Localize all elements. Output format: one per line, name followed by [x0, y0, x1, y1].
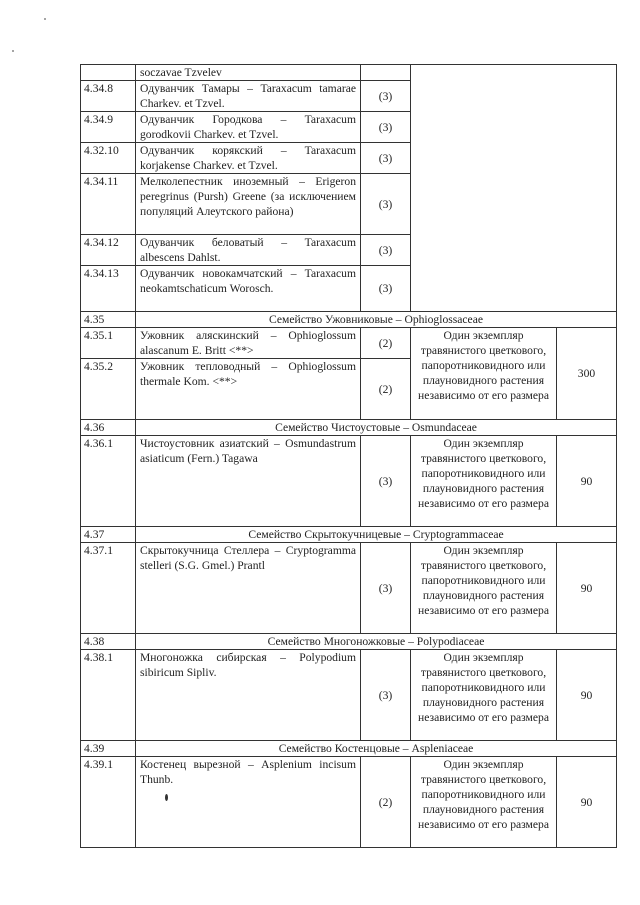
category-code: (3) — [361, 436, 411, 527]
species-name: Одуванчик новокамчатский – Taraxacum neokamtschaticum Worosch. — [136, 266, 361, 312]
category-code: (2) — [361, 757, 411, 848]
category-code: (3) — [361, 543, 411, 634]
measure-unit: Один экземпляр травянистого цветкового, папоротниковидного или плауновидного растения независимо от его размера — [411, 328, 557, 420]
row-number — [81, 65, 136, 81]
row-number: 4.35 — [81, 312, 136, 328]
species-name: Одуванчик Городкова – Taraxacum gorodkovii Charkev. et Tzvel. — [136, 112, 361, 143]
family-row — [81, 420, 617, 436]
row-number: 4.35.2 — [81, 359, 136, 420]
scan-speck — [12, 50, 14, 52]
family-row — [81, 634, 617, 650]
fee-amount: 90 — [557, 650, 617, 741]
row-number: 4.39 — [81, 741, 136, 757]
species-name: soczavae Tzvelev — [136, 65, 361, 81]
fee-amount: 90 — [557, 757, 617, 848]
family-row — [81, 741, 617, 757]
row-number: 4.37 — [81, 527, 136, 543]
species-name: Ужовник аляскинский – Ophioglossum alascanum E. Britt <**> — [136, 328, 361, 359]
scan-speck — [44, 18, 46, 20]
category-code: (3) — [361, 81, 411, 112]
category-code: (3) — [361, 235, 411, 266]
row-number: 4.38 — [81, 634, 136, 650]
row-number: 4.39.1 — [81, 757, 136, 848]
family-name: Семейство Ужовниковые – Ophioglossaceae — [136, 312, 617, 328]
species-name: Скрытокучница Стеллера – Cryptogramma stelleri (S.G. Gmel.) Prantl — [136, 543, 361, 634]
row-number: 4.37.1 — [81, 543, 136, 634]
fee-amount: 90 — [557, 436, 617, 527]
ink-dot — [165, 794, 168, 801]
row-number: 4.36 — [81, 420, 136, 436]
row-number: 4.38.1 — [81, 650, 136, 741]
species-row — [81, 650, 617, 741]
species-row — [81, 328, 617, 359]
row-number: 4.34.13 — [81, 266, 136, 312]
measure-unit: Один экземпляр травянистого цветкового, папоротниковидного или плауновидного растения независимо от его размера — [411, 543, 557, 634]
species-name: Одуванчик корякский – Taraxacum korjakense Charkev. et Tzvel. — [136, 143, 361, 174]
species-name: Костенец вырезной – Asplenium incisum Thunb. — [136, 757, 361, 848]
table-body — [81, 65, 617, 848]
row-number: 4.36.1 — [81, 436, 136, 527]
fee-amount: 300 — [557, 328, 617, 420]
species-row — [81, 436, 617, 527]
species-row — [81, 543, 617, 634]
measure-unit: Один экземпляр травянистого цветкового, папоротниковидного или плауновидного растения независимо от его размера — [411, 650, 557, 741]
family-name: Семейство Многоножковые – Polypodiaceae — [136, 634, 617, 650]
fee-amount: 90 — [557, 543, 617, 634]
category-code: (2) — [361, 359, 411, 420]
species-name: Мелколепестник иноземный – Erigeron peregrinus (Pursh) Greene (за исключением популяций Алеутского района) — [136, 174, 361, 235]
species-name: Одуванчик беловатый – Taraxacum albescens Dahlst. — [136, 235, 361, 266]
blank-measure-cell — [411, 65, 617, 312]
measure-unit: Один экземпляр травянистого цветкового, папоротниковидного или плауновидного растения независимо от его размера — [411, 436, 557, 527]
family-name: Семейство Чистоустовые – Osmundaceae — [136, 420, 617, 436]
family-row — [81, 312, 617, 328]
category-code: (2) — [361, 328, 411, 359]
category-code: (3) — [361, 650, 411, 741]
species-row — [81, 65, 617, 81]
row-number: 4.34.12 — [81, 235, 136, 266]
species-name: Одуванчик Тамары – Taraxacum tamarae Charkev. et Tzvel. — [136, 81, 361, 112]
species-name: Многоножка сибирская – Polypodium sibiricum Sipliv. — [136, 650, 361, 741]
species-name: Ужовник тепловодный – Ophioglossum thermale Kom. <**> — [136, 359, 361, 420]
row-number: 4.35.1 — [81, 328, 136, 359]
family-name: Семейство Скрытокучницевые – Cryptogrammaceae — [136, 527, 617, 543]
document-page — [80, 64, 616, 848]
category-code: (3) — [361, 174, 411, 235]
row-number: 4.34.9 — [81, 112, 136, 143]
row-number: 4.34.8 — [81, 81, 136, 112]
species-row — [81, 757, 617, 848]
species-name: Чистоустовник азиатский – Osmundastrum asiaticum (Fern.) Tagawa — [136, 436, 361, 527]
row-number: 4.32.10 — [81, 143, 136, 174]
species-fee-table — [80, 64, 617, 848]
category-code: (3) — [361, 112, 411, 143]
row-number: 4.34.11 — [81, 174, 136, 235]
family-name: Семейство Костенцовые – Aspleniaceae — [136, 741, 617, 757]
category-code: (3) — [361, 266, 411, 312]
family-row — [81, 527, 617, 543]
category-code — [361, 65, 411, 81]
category-code: (3) — [361, 143, 411, 174]
measure-unit: Один экземпляр травянистого цветкового, папоротниковидного или плауновидного растения независимо от его размера — [411, 757, 557, 848]
